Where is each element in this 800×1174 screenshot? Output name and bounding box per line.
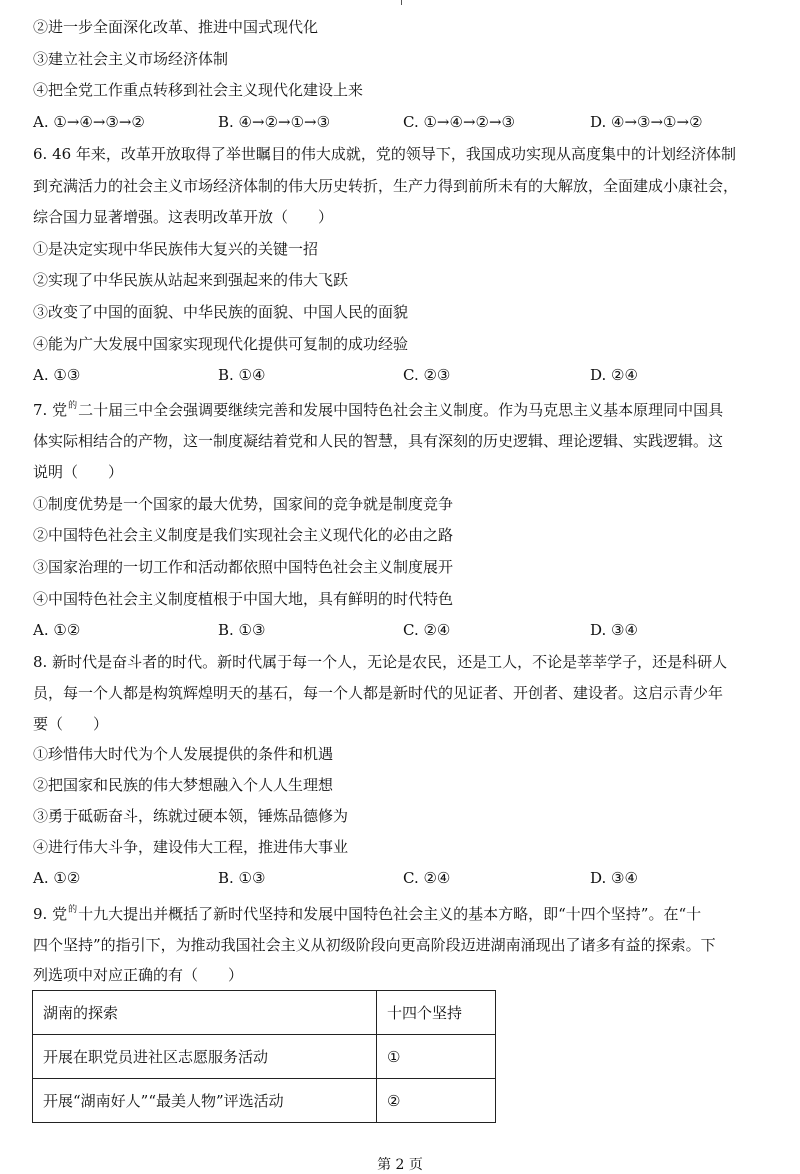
table-cell: 开展“湖南好人”“最美人物”评选活动 <box>33 1079 377 1123</box>
q7-superscript: 的 <box>68 401 78 411</box>
q8-option-c: C. ②④ <box>403 869 451 887</box>
table-row <box>33 1079 496 1123</box>
q9-number: 9. 党 <box>33 905 68 923</box>
q8-item-3: ③勇于砥砺奋斗，练就过硬本领，锤炼品德修为 <box>33 807 349 825</box>
q6-option-a: A. ①③ <box>33 366 81 384</box>
q9-table <box>32 990 496 1123</box>
table-header-row <box>33 991 496 1035</box>
q8-item-2: ②把国家和民族的伟大梦想融入个人人生理想 <box>33 776 334 794</box>
table-row <box>33 1035 496 1079</box>
q6-option-c: C. ②③ <box>403 366 451 384</box>
page-number: 第 2 页 <box>377 1157 423 1173</box>
q8-item-4: ④进行伟大斗争，建设伟大工程，推进伟大事业 <box>33 838 349 856</box>
q7-stem-rest: 二十届三中全会强调要继续完善和发展中国特色社会主义制度。作为马克思主义基本原理同中国具 <box>78 401 724 419</box>
q7-option-a: A. ①② <box>33 621 81 639</box>
q6-item-2: ②实现了中华民族从站起来到强起来的伟大飞跃 <box>33 271 349 289</box>
table-cell: ② <box>377 1079 496 1123</box>
q8-stem-line-2: 员，每一个人都是构筑辉煌明天的基石，每一个人都是新时代的见证者、开创者、建设者。这启示青少年 <box>33 684 724 702</box>
q8-options <box>33 868 773 888</box>
q7-item-4: ④中国特色社会主义制度植根于中国大地，具有鲜明的时代特色 <box>33 590 454 608</box>
q6-item-3: ③改变了中国的面貌、中华民族的面貌、中国人民的面貌 <box>33 303 409 321</box>
table-header-cell: 湖南的探索 <box>33 991 377 1035</box>
q7-stem-line-1 <box>33 400 723 423</box>
q5-item-3: ③建立社会主义市场经济体制 <box>33 50 229 68</box>
q6-option-b: B. ①④ <box>218 366 266 384</box>
q5-option-a: A. ①→④→③→② <box>33 113 145 131</box>
q6-stem-line-3: 综合国力显著增强。这表明改革开放（ ） <box>33 208 334 226</box>
q7-item-1: ①制度优势是一个国家的最大优势，国家间的竞争就是制度竞争 <box>33 495 454 513</box>
q6-option-d: D. ②④ <box>590 366 638 384</box>
q7-stem-line-3: 说明（ ） <box>33 463 124 481</box>
q8-stem-line-1: 8. 新时代是奋斗者的时代。新时代属于每一个人，无论是农民，还是工人，不论是莘莘学子，还是科研人 <box>33 653 728 671</box>
q5-options <box>33 112 773 132</box>
q5-item-2: ②进一步全面深化改革、推进中国式现代化 <box>33 18 319 36</box>
q9-stem-line-3: 列选项中对应正确的有（ ） <box>33 966 244 984</box>
q6-options <box>33 365 773 385</box>
table-header-cell: 十四个坚持 <box>377 991 496 1035</box>
q9-stem-line-1 <box>33 904 701 927</box>
q5-option-d: D. ④→③→①→② <box>590 113 703 131</box>
q8-option-d: D. ③④ <box>590 869 638 887</box>
q7-options <box>33 620 773 640</box>
q7-item-3: ③国家治理的一切工作和活动都依照中国特色社会主义制度展开 <box>33 558 454 576</box>
q7-item-2: ②中国特色社会主义制度是我们实现社会主义现代化的必由之路 <box>33 526 454 544</box>
q6-item-1: ①是决定实现中华民族伟大复兴的关键一招 <box>33 240 319 258</box>
q8-item-1: ①珍惜伟大时代为个人发展提供的条件和机遇 <box>33 745 334 763</box>
q5-option-b: B. ④→②→①→③ <box>218 113 331 131</box>
q6-item-4: ④能为广大发展中国家实现现代化提供可复制的成功经验 <box>33 335 409 353</box>
q9-stem-rest: 十九大提出并概括了新时代坚持和发展中国特色社会主义的基本方略，即“十四个坚持”。在“十 <box>78 905 702 923</box>
q8-stem-line-3: 要（ ） <box>33 715 109 733</box>
q6-stem-line-1: 6. 46 年来，改革开放取得了举世瞩目的伟大成就，党的领导下，我国成功实现从高度集中的计划经济体制 <box>33 145 736 163</box>
q7-stem-line-2: 体实际相结合的产物，这一制度凝结着党和人民的智慧，具有深刻的历史逻辑、理论逻辑、实践逻辑。这 <box>33 432 724 450</box>
q5-item-4: ④把全党工作重点转移到社会主义现代化建设上来 <box>33 81 364 99</box>
q7-number: 7. 党 <box>33 401 68 419</box>
q8-option-b: B. ①③ <box>218 869 266 887</box>
q5-option-c: C. ①→④→②→③ <box>403 113 515 131</box>
q9-stem-line-2: 四个坚持”的指引下，为推动我国社会主义从初级阶段向更高阶段迈进湖南涌现出了诸多有益的探索。下 <box>33 936 716 954</box>
q8-option-a: A. ①② <box>33 869 81 887</box>
top-divider-mark <box>401 0 402 5</box>
table-cell: 开展在职党员进社区志愿服务活动 <box>33 1035 377 1079</box>
q7-option-b: B. ①③ <box>218 621 266 639</box>
q9-superscript: 的 <box>68 905 78 915</box>
q6-stem-line-2: 到充满活力的社会主义市场经济体制的伟大历史转折，生产力得到前所未有的大解放，全面建成小康社会， <box>33 177 739 195</box>
q7-option-c: C. ②④ <box>403 621 451 639</box>
q7-option-d: D. ③④ <box>590 621 638 639</box>
table-cell: ① <box>377 1035 496 1079</box>
